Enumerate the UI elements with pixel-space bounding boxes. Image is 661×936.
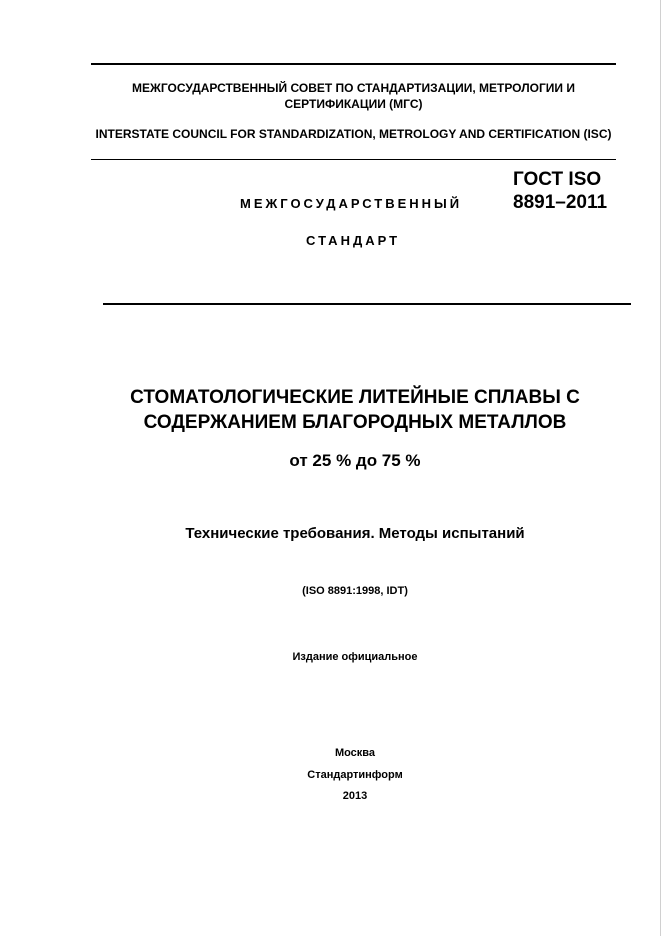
standard-code: ГОСТ ISO 8891–2011 [513, 169, 608, 213]
council-name-ru: МЕЖГОСУДАРСТВЕННЫЙ СОВЕТ ПО СТАНДАРТИЗАЦИИ, МЕТРОЛОГИИ И СЕРТИФИКАЦИИ (МГС) [132, 81, 575, 111]
document-title: СТОМАТОЛОГИЧЕСКИЕ ЛИТЕЙНЫЕ СПЛАВЫ С СОДЕРЖАНИЕМ БЛАГОРОДНЫХ МЕТАЛЛОВ [130, 387, 580, 433]
iso-reference: (ISO 8891:1998, IDT) [302, 585, 408, 597]
publisher-name: Стандартинформ [307, 769, 403, 781]
document-subtitle: Технические требования. Методы испытаний [185, 525, 525, 542]
standard-label-line2: СТАНДАРТ [306, 233, 401, 248]
publication-year: 2013 [342, 790, 368, 802]
standard-label-line1: МЕЖГОСУДАРСТВЕННЫЙ [240, 196, 463, 211]
council-name-en: INTERSTATE COUNCIL FOR STANDARDIZATION, METROLOGY AND CERTIFICATION (ISC) [95, 127, 612, 141]
title-range: от 25 % до 75 % [289, 451, 421, 470]
top-rule [91, 63, 616, 65]
edition-note: Издание официальное [292, 651, 418, 663]
middle-rule [91, 159, 616, 160]
publication-city: Москва [334, 747, 376, 759]
bottom-rule [103, 303, 631, 305]
